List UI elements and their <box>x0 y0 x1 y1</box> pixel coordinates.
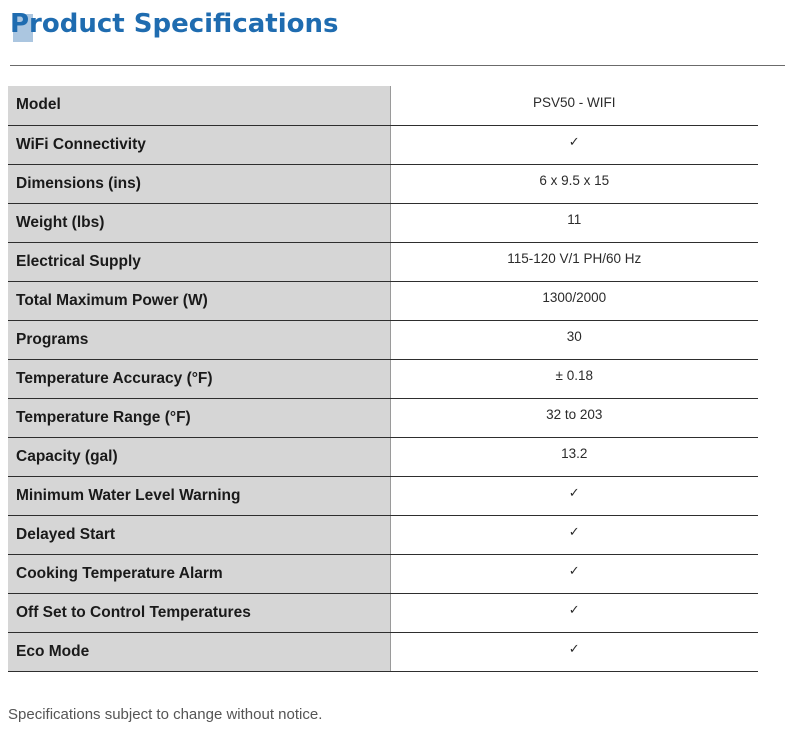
spec-row <box>8 164 758 203</box>
header-divider <box>10 65 785 66</box>
spec-label: Minimum Water Level Warning <box>8 476 390 515</box>
spec-value-checkmark: ✓ <box>390 515 758 554</box>
spec-row <box>8 242 758 281</box>
page-title: Product Specifications <box>10 9 339 39</box>
spec-label: Dimensions (ins) <box>8 164 390 203</box>
spec-row <box>8 86 758 125</box>
spec-label: Delayed Start <box>8 515 390 554</box>
spec-value: 1300/2000 <box>390 281 758 320</box>
specifications-table <box>8 86 758 672</box>
spec-row <box>8 593 758 632</box>
spec-label: Capacity (gal) <box>8 437 390 476</box>
spec-value-checkmark: ✓ <box>390 593 758 632</box>
spec-value-checkmark: ✓ <box>390 632 758 671</box>
spec-value: 30 <box>390 320 758 359</box>
spec-label: Electrical Supply <box>8 242 390 281</box>
spec-label: Temperature Accuracy (°F) <box>8 359 390 398</box>
spec-value-checkmark: ✓ <box>390 476 758 515</box>
spec-label: Temperature Range (°F) <box>8 398 390 437</box>
spec-label: Total Maximum Power (W) <box>8 281 390 320</box>
spec-label: Programs <box>8 320 390 359</box>
spec-value-checkmark: ✓ <box>390 125 758 164</box>
spec-label: Cooking Temperature Alarm <box>8 554 390 593</box>
spec-row <box>8 125 758 164</box>
spec-value: 11 <box>390 203 758 242</box>
spec-value: 115-120 V/1 PH/60 Hz <box>390 242 758 281</box>
spec-label: Eco Mode <box>8 632 390 671</box>
page-header <box>10 4 338 44</box>
spec-value: ± 0.18 <box>390 359 758 398</box>
spec-label: Weight (lbs) <box>8 203 390 242</box>
spec-label: Off Set to Control Temperatures <box>8 593 390 632</box>
spec-row <box>8 515 758 554</box>
spec-row <box>8 554 758 593</box>
disclaimer-note: Specifications subject to change without notice. <box>8 706 323 723</box>
spec-label: Model <box>8 86 390 125</box>
spec-row <box>8 281 758 320</box>
spec-row <box>8 476 758 515</box>
spec-row <box>8 203 758 242</box>
spec-label: WiFi Connectivity <box>8 125 390 164</box>
spec-row <box>8 359 758 398</box>
spec-value: PSV50 - WIFI <box>390 86 758 125</box>
spec-value: 13.2 <box>390 437 758 476</box>
specifications-table-body <box>8 86 758 671</box>
spec-row <box>8 437 758 476</box>
spec-value-checkmark: ✓ <box>390 554 758 593</box>
spec-row <box>8 320 758 359</box>
spec-row <box>8 632 758 671</box>
spec-value: 32 to 203 <box>390 398 758 437</box>
spec-value: 6 x 9.5 x 15 <box>390 164 758 203</box>
spec-row <box>8 398 758 437</box>
